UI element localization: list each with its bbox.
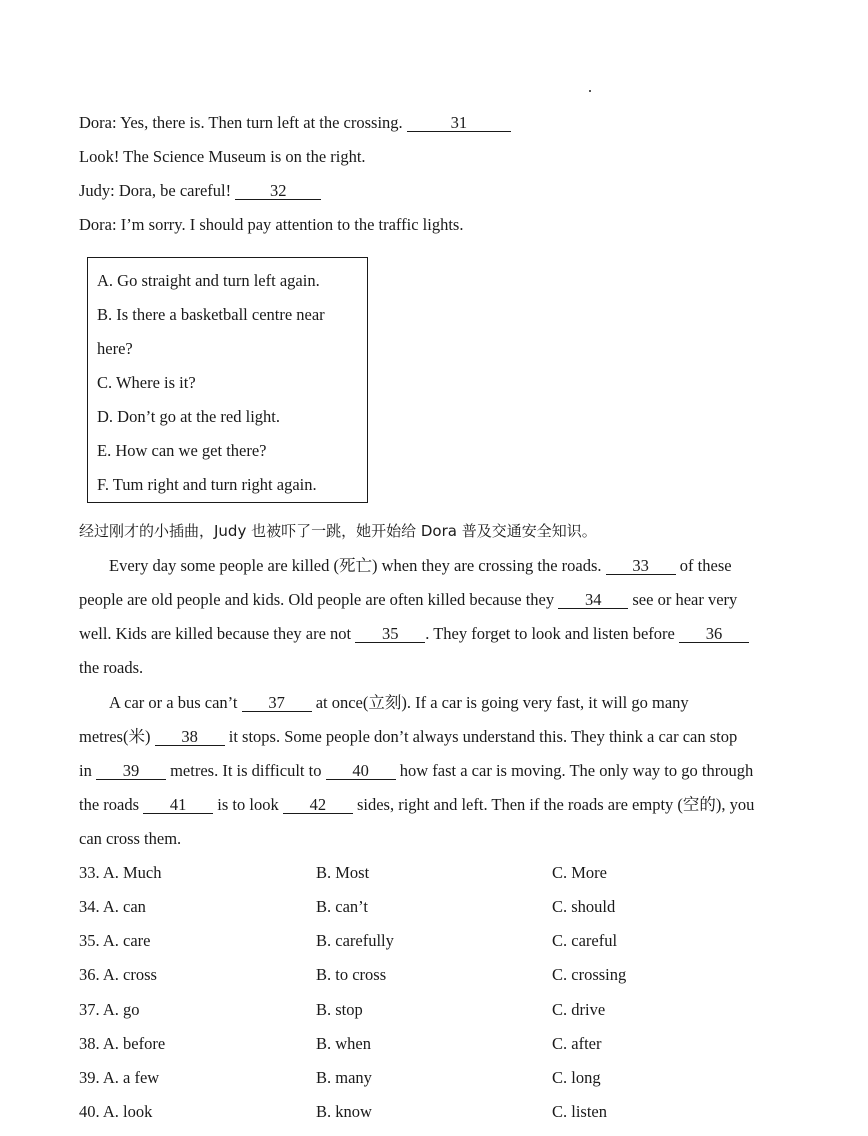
choice-c[interactable]: C. after [552, 1034, 602, 1053]
blank-36[interactable]: 36 [679, 625, 749, 643]
blank-34[interactable]: 34 [558, 591, 628, 609]
passage-text: in [79, 761, 96, 780]
passage-text: it stops. Some people don’t always understand this. They think a car can stop [224, 727, 738, 746]
choice-a[interactable]: 33. A. Much [79, 863, 162, 882]
choice-b[interactable]: B. stop [316, 1000, 363, 1019]
option-c: C. Where is it? [97, 373, 196, 392]
choice-c[interactable]: C. should [552, 897, 616, 916]
passage-line [79, 590, 737, 610]
choice-a[interactable]: 36. A. cross [79, 965, 157, 984]
dialogue-line-4 [79, 215, 463, 235]
passage-text: can cross them. [79, 829, 182, 848]
dialogue-text: Dora: I’m sorry. I should pay attention to the traffic lights. [79, 215, 464, 234]
passage-text: people are old people and kids. Old people are often killed because they [79, 590, 559, 609]
option-a: A. Go straight and turn left again. [97, 271, 320, 290]
passage-text: well. Kids are killed because they are not [79, 624, 356, 643]
passage-text: Every day some people are killed (死亡) when they are crossing the roads. [109, 556, 606, 575]
choice-c[interactable]: C. More [552, 863, 607, 882]
passage-text: . They forget to look and listen before [425, 624, 679, 643]
passage-text: is to look [213, 795, 283, 814]
blank-42[interactable]: 42 [283, 796, 353, 814]
blank-41[interactable]: 41 [143, 796, 213, 814]
dialogue-text: Dora: Yes, there is. Then turn left at the crossing. [79, 113, 407, 132]
dialogue-line-3 [79, 181, 321, 201]
dialogue-text: Judy: Dora, be careful! [79, 181, 236, 200]
passage-line [109, 556, 732, 576]
blank-31[interactable]: 31 [407, 114, 511, 132]
choice-b[interactable]: B. know [316, 1102, 372, 1121]
choice-a[interactable]: 37. A. go [79, 1000, 140, 1019]
blank-38[interactable]: 38 [155, 728, 225, 746]
passage-line [79, 727, 737, 747]
blank-32[interactable]: 32 [235, 182, 321, 200]
choice-b[interactable]: B. when [316, 1034, 371, 1053]
passage-text: see or hear very [628, 590, 738, 609]
passage-text: metres(米) [79, 727, 155, 746]
passage-line [79, 761, 753, 781]
option-e: E. How can we get there? [97, 441, 267, 460]
passage-line [109, 693, 689, 713]
passage-line [79, 624, 749, 644]
choice-b[interactable]: B. can’t [316, 897, 368, 916]
blank-39[interactable]: 39 [96, 762, 166, 780]
option-d: D. Don’t go at the red light. [97, 407, 280, 426]
dialogue-line-2 [79, 147, 366, 167]
passage-line [79, 829, 181, 849]
choice-a[interactable]: 39. A. a few [79, 1068, 160, 1087]
options-box [87, 257, 368, 503]
passage-text: of these [675, 556, 732, 575]
option-f: F. Tum right and turn right again. [97, 475, 317, 494]
passage-line [79, 795, 754, 815]
choice-c[interactable]: C. crossing [552, 965, 627, 984]
choice-c[interactable]: C. careful [552, 931, 618, 950]
scan-speck [589, 90, 591, 92]
option-b-cont: here? [97, 339, 133, 358]
choice-c[interactable]: C. long [552, 1068, 601, 1087]
passage-text: at once(立刻). If a car is going very fast, it will go many [311, 693, 689, 712]
choice-a[interactable]: 40. A. look [79, 1102, 153, 1121]
passage-line [79, 658, 143, 678]
blank-33[interactable]: 33 [606, 557, 676, 575]
dialogue-line-1 [79, 113, 511, 133]
choice-b[interactable]: B. carefully [316, 931, 394, 950]
dialogue-text: Look! The Science Museum is on the right. [79, 147, 366, 166]
blank-35[interactable]: 35 [355, 625, 425, 643]
option-b: B. Is there a basketball centre near [97, 305, 325, 324]
passage-text: how fast a car is moving. The only way to go through [395, 761, 754, 780]
passage-text: A car or a bus can’t [109, 693, 242, 712]
passage-text: sides, right and left. Then if the roads are empty (空的), you [352, 795, 755, 814]
choice-b[interactable]: B. many [316, 1068, 372, 1087]
passage-text: the roads [79, 795, 144, 814]
choice-a[interactable]: 35. A. care [79, 931, 151, 950]
passage-text: the roads. [79, 658, 144, 677]
choice-a[interactable]: 38. A. before [79, 1034, 166, 1053]
blank-37[interactable]: 37 [242, 694, 312, 712]
choice-b[interactable]: B. to cross [316, 965, 387, 984]
choice-a[interactable]: 34. A. can [79, 897, 146, 916]
chinese-intro: 经过刚才的小插曲，Judy 也被吓了一跳，她开始给 Dora 普及交通安全知识。 [79, 522, 597, 540]
choice-c[interactable]: C. drive [552, 1000, 606, 1019]
choice-b[interactable]: B. Most [316, 863, 370, 882]
passage-text: metres. It is difficult to [165, 761, 326, 780]
blank-40[interactable]: 40 [326, 762, 396, 780]
choice-c[interactable]: C. listen [552, 1102, 608, 1121]
